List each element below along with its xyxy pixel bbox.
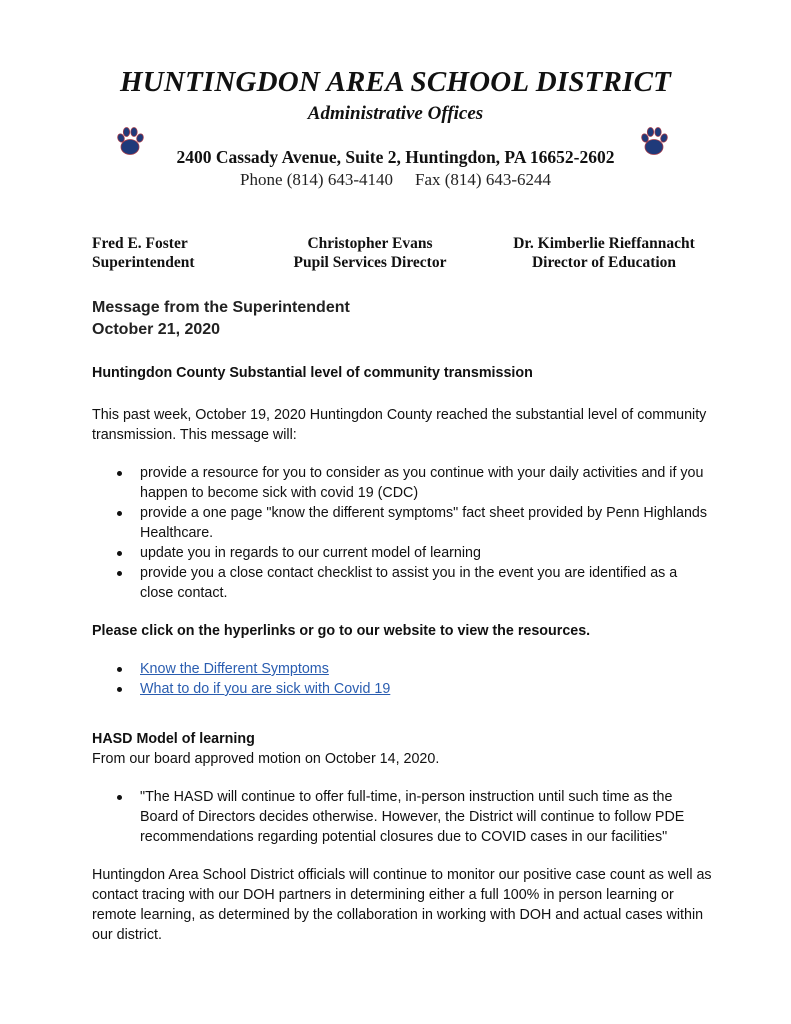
staff-role: Director of Education xyxy=(531,254,677,271)
district-name: HUNTINGDON AREA SCHOOL DISTRICT xyxy=(119,66,672,98)
intro-paragraph: This past week, October 19, 2020 Huntingdon County reached the substantial level of community transmission. This message will: xyxy=(92,407,707,443)
sick-covid-link[interactable]: What to do if you are sick with Covid 19 xyxy=(140,681,391,697)
letter-body xyxy=(92,297,712,945)
model-subheading: From our board approved motion on October 14, 2020. xyxy=(92,751,440,767)
message-title: Message from the Superintendent xyxy=(92,299,350,316)
motion-quote: "The HASD will continue to offer full-time, in-person instruction until such time as the Board of Directors decides otherwise. However, the District will continue to follow PDE recommendations regarding potential closures due to COVID cases in our facilities" xyxy=(140,787,712,847)
list-item: update you in regards to our current model of learning xyxy=(140,543,712,563)
model-heading: HASD Model of learning xyxy=(92,731,255,747)
list-item: provide a resource for you to consider as you continue with your daily activities and if you happen to become sick with covid 19 (CDC) xyxy=(140,463,712,503)
staff-member xyxy=(92,234,195,272)
staff-role: Superintendent xyxy=(92,254,195,271)
contact-line xyxy=(0,170,791,190)
staff-name: Christopher Evans xyxy=(307,235,433,252)
list-item xyxy=(140,659,712,679)
staff-role: Pupil Services Director xyxy=(293,254,447,271)
phone-number: Phone (814) 643-4140 xyxy=(240,170,393,189)
fax-number: Fax (814) 643-6244 xyxy=(415,170,551,189)
staff-name: Dr. Kimberlie Rieffannacht xyxy=(513,235,695,252)
list-item xyxy=(140,679,712,699)
office-subtitle: Administrative Offices xyxy=(307,103,484,124)
links-heading: Please click on the hyperlinks or go to our website to view the resources. xyxy=(92,623,591,639)
list-item: provide you a close contact checklist to assist you in the event you are identified as a close contact. xyxy=(140,563,712,603)
monitoring-paragraph: Huntingdon Area School District officials will continue to monitor our positive case count as well as contact tracing with our DOH partners in determining either a full 100% in person learning or remote learning, as determined by the collaboration in working with DOH and actual cases within our district. xyxy=(92,867,712,943)
section-heading: Huntingdon County Substantial level of community transmission xyxy=(92,365,533,381)
list-item: provide a one page "know the different symptoms" fact sheet provided by Penn Highlands Healthcare. xyxy=(140,503,712,543)
address: 2400 Cassady Avenue, Suite 2, Huntingdon, PA 16652-2602 xyxy=(176,147,615,167)
symptoms-link[interactable]: Know the Different Symptoms xyxy=(140,661,329,677)
motion-quote-list xyxy=(92,787,712,847)
resource-links xyxy=(92,659,712,699)
message-date: October 21, 2020 xyxy=(92,321,221,338)
staff-name: Fred E. Foster xyxy=(92,235,188,252)
purpose-list xyxy=(92,463,712,603)
staff-member xyxy=(506,234,702,272)
staff-member xyxy=(280,234,460,272)
